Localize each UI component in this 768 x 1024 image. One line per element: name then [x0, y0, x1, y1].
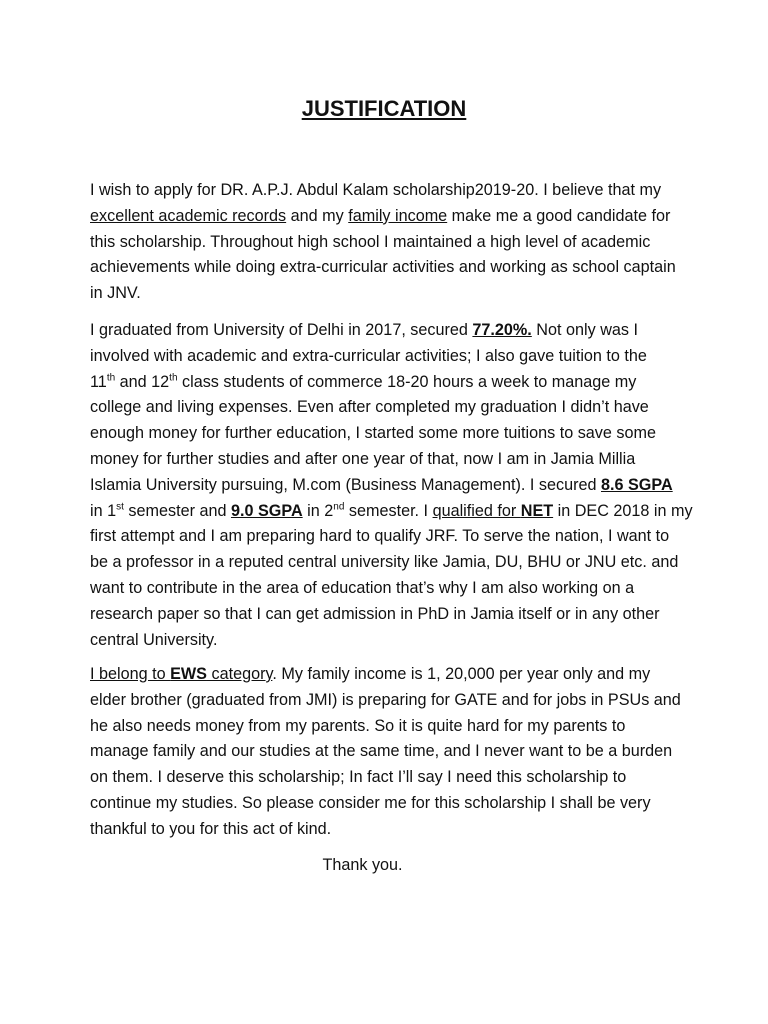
text-line: want to contribute in the area of education that’s why I am also working on a — [90, 578, 635, 597]
paragraph-financial — [90, 662, 690, 843]
text-line: manage family and our studies at the same time, and I never want to be a burden — [90, 742, 673, 761]
paragraph-education — [90, 318, 693, 653]
text-line: continue my studies. So please consider me for this scholarship I shall be very — [90, 793, 651, 812]
text-line: involved with academic and extra-curricular activities; I also gave tuition to the — [90, 346, 647, 365]
text-line — [90, 473, 690, 499]
text-line: this scholarship. Throughout high school I maintained a high level of academic — [90, 232, 651, 251]
document-title: JUSTIFICATION — [301, 96, 467, 121]
text-line — [90, 318, 690, 344]
text-line: be a professor in a reputed central university like Jamia, DU, BHU or JNU etc. and — [90, 553, 679, 572]
text-line: in JNV. — [90, 284, 141, 303]
superscript: th — [106, 372, 116, 384]
text-run: semester and — [123, 501, 231, 520]
text-line: money for further studies and after one year of that, now I am in Jamia Millia — [90, 449, 636, 468]
underlined-phrase — [90, 665, 272, 683]
text-line: he also needs money from my parents. So it is quite hard for my parents to — [90, 716, 626, 735]
text-run: Not only was I — [531, 321, 638, 339]
text-line: on them. I deserve this scholarship; In fact I’ll say I need this scholarship to — [90, 768, 627, 787]
grade-highlight: 9.0 SGPA — [230, 501, 303, 520]
paragraph-intro — [90, 178, 690, 307]
text-line — [90, 204, 690, 230]
text-run: I belong to — [90, 665, 171, 683]
text-line: thankful to you for this act of kind. — [90, 819, 332, 838]
text-run: I graduated from University of Delhi in 2017, secured — [90, 321, 473, 339]
underlined-phrase — [433, 502, 554, 520]
text-run: category — [206, 665, 273, 683]
underlined-phrase: excellent academic records — [90, 206, 287, 225]
text-run: . My family income is 1, 20,000 per year only and my — [272, 665, 651, 683]
text-run: class students of commerce 18-20 hours a week to manage my — [177, 372, 637, 391]
text-line — [90, 662, 690, 688]
ews-highlight: EWS — [170, 665, 207, 683]
text-run: in DEC 2018 in my — [553, 501, 693, 520]
text-run: 11 — [90, 372, 107, 391]
grade-highlight: 77.20%. — [472, 321, 532, 339]
text-line: central University. — [90, 630, 218, 649]
net-highlight: NET — [520, 501, 554, 520]
superscript: st — [116, 501, 124, 513]
text-run: and 12 — [115, 372, 170, 391]
text-run: in 2 — [302, 501, 334, 520]
text-line — [90, 499, 693, 525]
text-line: achievements while doing extra-curricular activities and working as school captain — [90, 258, 676, 277]
closing-thanks: Thank you. — [322, 856, 403, 874]
text-run: make me a good candidate for — [447, 206, 671, 225]
text-line: first attempt and I am preparing hard to qualify JRF. To serve the nation, I want to — [90, 527, 670, 546]
grade-highlight: 8.6 SGPA — [601, 475, 673, 494]
text-run: in 1 — [90, 501, 117, 520]
text-run: and my — [286, 206, 349, 225]
text-line: elder brother (graduated from JMI) is preparing for GATE and for jobs in PSUs and — [90, 690, 681, 709]
text-line: enough money for further education, I started some more tuitions to save some — [90, 424, 656, 443]
superscript: th — [169, 372, 178, 384]
text-line: I wish to apply for DR. A.P.J. Abdul Kalam scholarship2019-20. I believe that my — [90, 181, 662, 199]
superscript: nd — [333, 501, 345, 513]
text-line — [90, 370, 690, 396]
text-line: research paper so that I can get admission in PhD in Jamia itself or in any other — [90, 604, 660, 623]
text-run: Islamia University pursuing, M.com (Business Management). I secured — [90, 475, 601, 494]
text-run: qualified for — [432, 501, 521, 520]
text-run: semester. I — [344, 501, 433, 520]
text-line: college and living expenses. Even after completed my graduation I didn’t have — [90, 398, 649, 417]
underlined-phrase: family income — [348, 206, 448, 225]
